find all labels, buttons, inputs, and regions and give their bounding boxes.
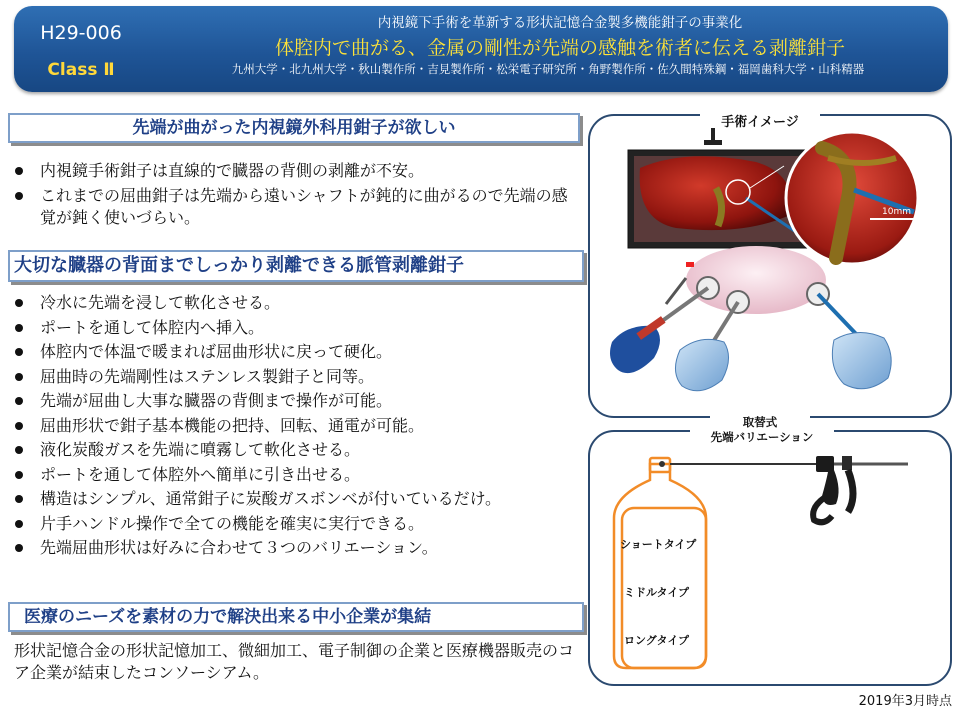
- bullet-icon: [15, 495, 23, 503]
- tip-variation-title-line2: 先端バリエーション: [690, 429, 834, 445]
- list-item-text: 構造はシンプル、通常鉗子に炭酸ガスボンベが付いているだけ。: [40, 489, 502, 508]
- list-item: [10, 160, 580, 182]
- list-item: [10, 292, 582, 314]
- list-item: [10, 366, 582, 388]
- bullet-icon: [15, 348, 23, 356]
- list-item-text: これまでの屈曲鉗子は先端から遠いシャフトが鈍的に曲がるので先端の感覚が鈍く使いづらい。: [40, 186, 568, 227]
- consortium-summary: 形状記憶合金の形状記憶加工、微細加工、電子制御の企業と医療機器販売のコア企業が結束したコンソーシアム。: [14, 641, 575, 682]
- variant-long: ロングタイプ: [624, 634, 690, 647]
- list-item-text: 屈曲形状で鉗子基本機能の把持、回転、通電が可能。: [40, 415, 425, 435]
- bullet-icon: [15, 167, 23, 175]
- list-item: [10, 390, 582, 412]
- list-item: [10, 341, 582, 363]
- header-title: 体腔内で曲がる、金属の剛性が先端の感触を術者に伝える剥離鉗子: [274, 37, 845, 59]
- section3-heading: 医療のニーズを素材の力で解決出来る中小企業が集結: [8, 602, 584, 632]
- partner-list: 九州大学・北九州大学・秋山製作所・吉見製作所・松栄電子研究所・角野製作所・佐久間特殊鋼・福岡歯科大学・山科精器: [231, 62, 865, 76]
- surgery-image-title: 手術イメージ: [700, 111, 820, 130]
- class-label: Class Ⅱ: [47, 60, 115, 80]
- list-item-text: 液化炭酸ガスを先端に噴霧して軟化させる。: [40, 440, 361, 459]
- header-subtitle: 内視鏡下手術を革新する形状記憶合金製多機能鉗子の事業化: [377, 15, 743, 31]
- list-item-text: ポートを通して体腔外へ簡単に引き出せる。: [40, 464, 361, 484]
- list-item-text: 先端が屈曲し大事な臓器の背側まで操作が可能。: [40, 391, 393, 410]
- list-item: [10, 439, 582, 461]
- list-item-text: 先端屈曲形状は好みに合わせて３つのバリエーション。: [40, 538, 438, 557]
- list-item-text: 体腔内で体温で暖まれば屈曲形状に戻って硬化。: [40, 342, 393, 361]
- list-item-text: 内視鏡手術鉗子は直線的で臓器の背側の剥離が不安。: [40, 161, 425, 180]
- bullet-icon: [15, 397, 23, 405]
- section1-heading: 先端が曲がった内視鏡外科用鉗子が欲しい: [8, 113, 580, 143]
- project-id: H29-006: [40, 22, 122, 44]
- list-item-text: ポートを通して体腔内へ挿入。: [40, 317, 265, 337]
- list-item-text: 冷水に先端を浸して軟化させる。: [40, 293, 281, 312]
- list-item: [10, 513, 582, 535]
- list-item: [10, 317, 582, 339]
- section2-list: [10, 292, 582, 562]
- list-item: [10, 488, 582, 510]
- tip-variation-title-line1: 取替式: [710, 414, 810, 430]
- variant-short: ショートタイプ: [620, 538, 697, 551]
- bullet-icon: [15, 192, 23, 200]
- list-item-text: 屈曲時の先端剛性はステンレス製鉗子と同等。: [40, 366, 375, 386]
- bullet-icon: [15, 471, 23, 479]
- scale-label: 10mm: [882, 207, 911, 217]
- date-stamp: 2019年3月時点: [858, 694, 952, 709]
- section1-list: [10, 160, 580, 232]
- bullet-icon: [15, 544, 23, 552]
- list-item: [10, 415, 582, 437]
- bullet-icon: [15, 373, 23, 381]
- bullet-icon: [15, 446, 23, 454]
- list-item: [10, 185, 580, 229]
- bullet-icon: [15, 324, 23, 332]
- variant-middle: ミドルタイプ: [624, 586, 690, 599]
- surgery-illustration: [596, 128, 946, 410]
- list-item: [10, 464, 582, 486]
- bullet-icon: [15, 520, 23, 528]
- list-item: [10, 537, 582, 559]
- bullet-icon: [15, 422, 23, 430]
- bullet-icon: [15, 299, 23, 307]
- section2-heading: 大切な臓器の背面までしっかり剥離できる脈管剥離鉗子: [8, 250, 584, 282]
- list-item-text: 片手ハンドル操作で全ての機能を確実に実行できる。: [40, 513, 425, 533]
